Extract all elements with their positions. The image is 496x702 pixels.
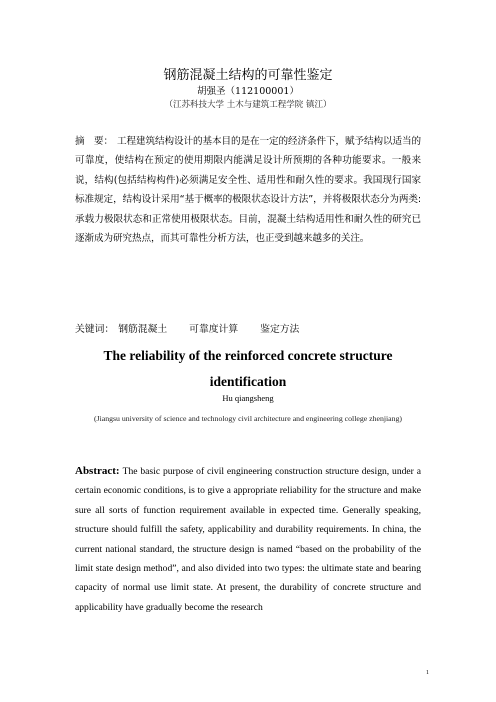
paper-title-en [0,343,496,395]
paper-title-en-line1: The reliability of the reinforced concrete structure [103,348,393,363]
author-cn: 胡强圣（112100001） [197,86,299,97]
keyword-item: 可靠度计算 [189,324,239,335]
abstract-cn-label: 摘 要： [75,136,113,147]
paper-title-en-line2: identification [209,374,287,389]
keywords-cn-label: 关键词： [75,324,115,335]
keywords-cn [75,321,421,335]
abstract-cn [75,132,421,248]
abstract-en [75,462,421,617]
abstract-en-label: Abstract: [75,465,120,477]
abstract-en-text: The basic purpose of civil engineering construction structure design, under a certain economic conditions, is to give a appropriate reliability for the structure and make sure all sorts of function requirement available in expected time. Generally speaking, structure should fulfill the safety, applicability and durability requirements. In china, the current national standard, the structure design is named “based on the probability of the limit state design method”, and also divided into two types: the ultimate state and bearing capacity of normal use limit state. At present, the durability of concrete structure and applicability have gradually become the research [75,466,421,613]
abstract-cn-text: 工程建筑结构设计的基本目的是在一定的经济条件下，赋予结构以适当的可靠度，使结构在预定的使用期限内能满足设计所预期的各种功能要求。一般来说，结构(包括结构构件)必须满足安全性、适用性和耐久性的要求。我国现行国家标准规定，结构设计采用“基于概率的极限状态设计方法”，并将极限状态分为两类:承载力极限状态和正常使用极限状态。目前，混凝土结构适用性和耐久性的研究已逐渐成为研究热点，而其可靠性分析方法，也正受到越来越多的关注。 [75,136,421,245]
affiliation-en: (Jiangsu university of science and technology civil architecture and engineering college zhenjiang) [93,414,403,423]
affiliation-cn: （江苏科技大学 土木与建筑工程学院 镇江） [164,100,332,110]
page-number: 1 [426,670,429,676]
keyword-item: 鉴定方法 [260,324,300,335]
author-en: Hu qiangsheng [222,393,274,403]
keyword-item: 钢筋混凝土 [118,324,168,335]
paper-title-cn: 钢筋混凝土结构的可靠性鉴定 [163,68,333,83]
